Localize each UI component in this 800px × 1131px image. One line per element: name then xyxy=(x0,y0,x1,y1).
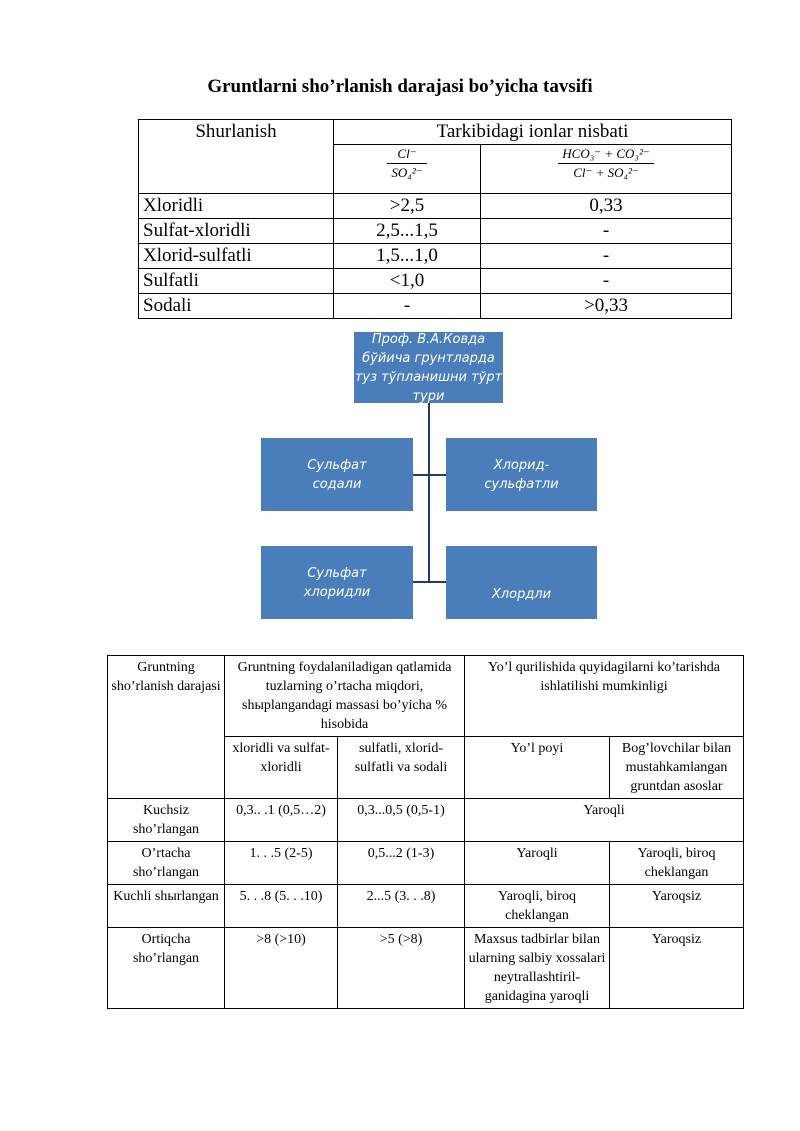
diagram-horizontal-connector xyxy=(412,474,446,476)
row-value: <1,0 xyxy=(334,269,481,294)
table-row xyxy=(108,842,744,885)
diagram-box-label: Сульфат содали xyxy=(307,457,367,492)
row-value: 0,33 xyxy=(481,194,732,219)
fraction-cl-so4 xyxy=(387,145,426,182)
header-chloride: xloridli va sulfat-xloridli xyxy=(225,737,338,799)
header-road-use: Yo’l qurilishida quyidagilarni ko’tarishda ishlatilishi mumkinligi xyxy=(465,656,744,737)
diagram-box-chloride xyxy=(446,546,597,619)
row-bases: Yaroqsiz xyxy=(610,928,744,1009)
row-degree: Kuchli shыrlangan xyxy=(108,885,225,928)
row-bases: Yaroqsiz xyxy=(610,885,744,928)
header-sulfate: sulfatli, xlorid-sulfatli va sodali xyxy=(338,737,465,799)
header-ion-ratio: Tarkibidagi ionlar nisbati xyxy=(334,120,732,145)
row-value: - xyxy=(481,244,732,269)
diagram-root-label: Проф. В.А.Ковда бўйича грунтларда туз тўпланишни тўрт тури xyxy=(354,331,503,404)
row-degree: O’rtacha sho’rlangan xyxy=(108,842,225,885)
row-chloride: 0,3.. .1 (0,5…2) xyxy=(225,799,338,842)
row-degree: Kuchsiz sho’rlangan xyxy=(108,799,225,842)
row-value: - xyxy=(481,219,732,244)
row-chloride: >8 (>10) xyxy=(225,928,338,1009)
row-bases: Yaroqli, biroq cheklangan xyxy=(610,842,744,885)
salinity-usage-table xyxy=(107,655,744,1009)
table-row xyxy=(139,294,732,319)
table-row xyxy=(108,799,744,842)
header-road-bed: Yo’l poyi xyxy=(465,737,610,799)
row-chloride: 5. . .8 (5. . .10) xyxy=(225,885,338,928)
fraction-numerator: Cl⁻ xyxy=(387,145,426,164)
row-road-bed: Yaroqli, biroq cheklangan xyxy=(465,885,610,928)
row-sulfate: 0,3...0,5 (0,5-1) xyxy=(338,799,465,842)
row-value: 1,5...1,0 xyxy=(334,244,481,269)
diagram-box-sulfate-chloride xyxy=(261,546,413,619)
row-name: Sulfat-xloridli xyxy=(139,219,334,244)
header-bases: Bog’lovchilar bilan mustahkamlangan gruntdan asoslar xyxy=(610,737,744,799)
diagram-box-sulfate-soda xyxy=(261,438,413,511)
row-name: Sulfatli xyxy=(139,269,334,294)
table-row xyxy=(108,885,744,928)
row-name: Sodali xyxy=(139,294,334,319)
row-value: - xyxy=(481,269,732,294)
ratio-cl-so4-cell xyxy=(334,145,481,194)
row-sulfate: 2...5 (3. . .8) xyxy=(338,885,465,928)
row-value: >0,33 xyxy=(481,294,732,319)
row-name: Xlorid-sulfatli xyxy=(139,244,334,269)
table-row xyxy=(139,219,732,244)
header-salinity-degree: Gruntning sho’rlanish darajasi xyxy=(108,656,225,799)
row-sulfate: >5 (>8) xyxy=(338,928,465,1009)
row-value: 2,5...1,5 xyxy=(334,219,481,244)
diagram-box-chloride-sulfate xyxy=(446,438,597,511)
diagram-box-label: Хлорид-сульфатли xyxy=(484,457,559,492)
diagram-box-label: Сульфат хлоридли xyxy=(303,565,371,600)
ratio-hco3-cell xyxy=(481,145,732,194)
row-name: Xloridli xyxy=(139,194,334,219)
table-row xyxy=(108,928,744,1009)
row-value: - xyxy=(334,294,481,319)
row-value: >2,5 xyxy=(334,194,481,219)
fraction-numerator: HCO₃⁻ + CO₃²⁻ xyxy=(558,145,653,164)
header-salt-content: Gruntning foydalaniladigan qatlamida tuzlarning o’rtacha miqdori, shырlangandagi massasi bo’yicha % hisobida xyxy=(225,656,465,737)
row-road-bed: Maxsus tadbirlar bilan ularning salbiy xossalari neytrallashtiril-ganidagina yaroqli xyxy=(465,928,610,1009)
row-degree: Ortiqcha sho’rlangan xyxy=(108,928,225,1009)
header-shurlanish: Shurlanish xyxy=(139,120,334,194)
row-chloride: 1. . .5 (2-5) xyxy=(225,842,338,885)
diagram-vertical-connector xyxy=(428,402,430,582)
row-road-bed: Yaroqli xyxy=(465,842,610,885)
fraction-denominator: SO₄²⁻ xyxy=(391,165,423,180)
row-usage: Yaroqli xyxy=(465,799,744,842)
page-title: Gruntlarni sho’rlanish darajasi bo’yicha tavsifi xyxy=(207,76,593,97)
diagram-horizontal-connector xyxy=(412,581,446,583)
table-row xyxy=(139,194,732,219)
table-row xyxy=(139,269,732,294)
fraction-hco3-co3 xyxy=(558,145,653,182)
row-sulfate: 0,5...2 (1-3) xyxy=(338,842,465,885)
fraction-denominator: Cl⁻ + SO₄²⁻ xyxy=(573,165,639,180)
table-row xyxy=(139,244,732,269)
salinity-ratio-table xyxy=(138,119,732,319)
diagram-root-box xyxy=(354,332,503,403)
diagram-box-label: Хлордли xyxy=(491,587,552,602)
